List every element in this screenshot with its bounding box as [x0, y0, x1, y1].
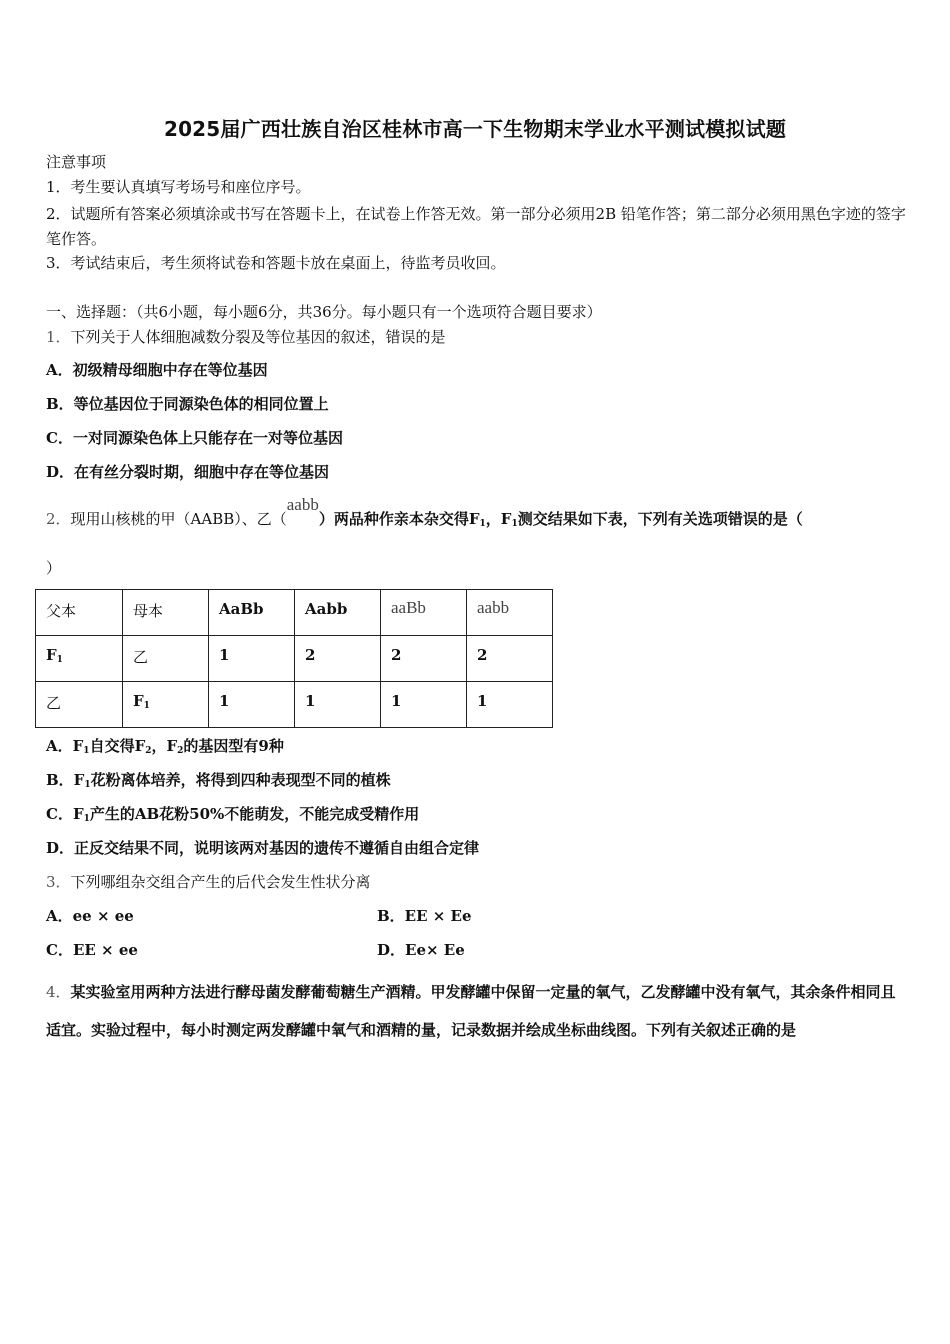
question-text: ）两品种作亲本杂交得F — [318, 510, 480, 528]
genotype-aabb: aabb — [286, 495, 319, 514]
q1-option-d: D．在有丝分裂时期，细胞中存在等位基因 — [46, 463, 330, 481]
q1-option-b: B．等位基因位于同源染色体的相同位置上 — [46, 395, 329, 413]
table-cell: 1 — [381, 682, 467, 728]
table-header-row — [36, 590, 553, 636]
subscript: 2 — [145, 746, 152, 756]
table-row — [36, 636, 553, 682]
option-text: 的基因型有9种 — [183, 737, 284, 755]
question-4-stem — [46, 973, 908, 1049]
option-text: ，F — [151, 737, 178, 755]
table-cell: 2 — [295, 636, 381, 682]
table-cell: 1 — [209, 682, 295, 728]
table-cell: AaBb — [209, 590, 295, 636]
q1-option-c: C．一对同源染色体上只能存在一对等位基因 — [46, 429, 343, 447]
q3-option-a: A．ee × ee — [46, 907, 134, 925]
cell-text: F — [46, 646, 57, 664]
question-2-close: ） — [46, 559, 62, 577]
q3-option-b: B．EE × Ee — [377, 907, 472, 925]
q2-option-c — [46, 804, 419, 829]
subscript: 1 — [56, 655, 63, 665]
question-number: 1． — [46, 328, 71, 346]
notice-heading: 注意事项 — [46, 153, 107, 171]
table-cell — [123, 682, 209, 728]
question-number: 4． — [46, 983, 71, 1001]
table-cell: 2 — [467, 636, 553, 682]
q2-option-d: D．正反交结果不同，说明该两对基因的遗传不遵循自由组合定律 — [46, 839, 480, 857]
question-text: 下列关于人体细胞减数分裂及等位基因的叙述，错误的是 — [70, 328, 446, 346]
option-text: 自交得F — [89, 737, 146, 755]
question-1-stem — [46, 327, 446, 347]
question-number: 3． — [46, 873, 71, 891]
cell-text: F — [133, 692, 144, 710]
q3-option-d: D．Ee× Ee — [377, 941, 465, 959]
table-cell: 1 — [209, 636, 295, 682]
table-cell: 乙 — [123, 636, 209, 682]
table-cell: 乙 — [36, 682, 123, 728]
table-cell: 父本 — [36, 590, 123, 636]
subscript: 1 — [511, 519, 518, 529]
option-text: 花粉离体培养，将得到四种表现型不同的植株 — [90, 771, 391, 789]
option-text: 产生的AB花粉50%不能萌发，不能完成受精作用 — [89, 805, 420, 823]
subscript: 2 — [177, 746, 184, 756]
subscript: 1 — [143, 701, 150, 711]
notice-item-2: 2．试题所有答案必须填涂或书写在答题卡上，在试卷上作答无效。第一部分必须用2B 铅笔作答；第二部分必须用黑色字迹的签字笔作答。 — [46, 205, 906, 248]
section-heading: 一、选择题：（共6小题，每小题6分，共36分。每小题只有一个选项符合题目要求） — [46, 303, 602, 321]
q1-option-a: A．初级精母细胞中存在等位基因 — [46, 361, 268, 379]
notice-item-1: 1．考生要认真填写考场号和座位序号。 — [46, 178, 311, 196]
table-cell: 1 — [295, 682, 381, 728]
question-number: 2． — [46, 510, 71, 528]
subscript: 1 — [83, 814, 90, 824]
q2-option-b — [46, 770, 391, 795]
subscript: 1 — [84, 780, 91, 790]
table-cell — [36, 636, 123, 682]
table-cell: aaBb — [381, 590, 467, 636]
testcross-table — [35, 589, 553, 728]
question-2-stem — [46, 495, 803, 534]
page-title: 2025届广西壮族自治区桂林市高一下生物期末学业水平测试模拟试题 — [163, 117, 787, 141]
table-row — [36, 682, 553, 728]
table-cell: aabb — [467, 590, 553, 636]
table-cell: 2 — [381, 636, 467, 682]
question-3-stem — [46, 872, 371, 892]
option-text: A．F — [46, 737, 84, 755]
question-text: 某实验室用两种方法进行酵母菌发酵葡萄糖生产酒精。甲发酵罐中保留一定量的氧气，乙发酵罐中没有氧气，其余条件相同且适宜。实验过程中，每小时测定两发酵罐中氧气和酒精的量，记录数据并绘成坐标曲线图。下列有关叙述正确的是 — [46, 983, 896, 1039]
subscript: 1 — [479, 519, 486, 529]
question-text: ，F — [485, 510, 512, 528]
subscript: 1 — [83, 746, 90, 756]
option-text: C．F — [46, 805, 84, 823]
table-cell: 1 — [467, 682, 553, 728]
table-cell: 母本 — [123, 590, 209, 636]
q3-option-c: C．EE × ee — [46, 941, 138, 959]
question-text: 测交结果如下表，下列有关选项错误的是（ — [517, 510, 803, 528]
notice-item-3: 3．考试结束后，考生须将试卷和答题卡放在桌面上，待监考员收回。 — [46, 254, 506, 272]
q2-option-a — [46, 736, 284, 761]
question-text: 现用山核桃的甲（AABB）、乙（ — [70, 510, 287, 528]
question-text: 下列哪组杂交组合产生的后代会发生性状分离 — [70, 873, 371, 891]
table-cell: Aabb — [295, 590, 381, 636]
option-text: B．F — [46, 771, 85, 789]
